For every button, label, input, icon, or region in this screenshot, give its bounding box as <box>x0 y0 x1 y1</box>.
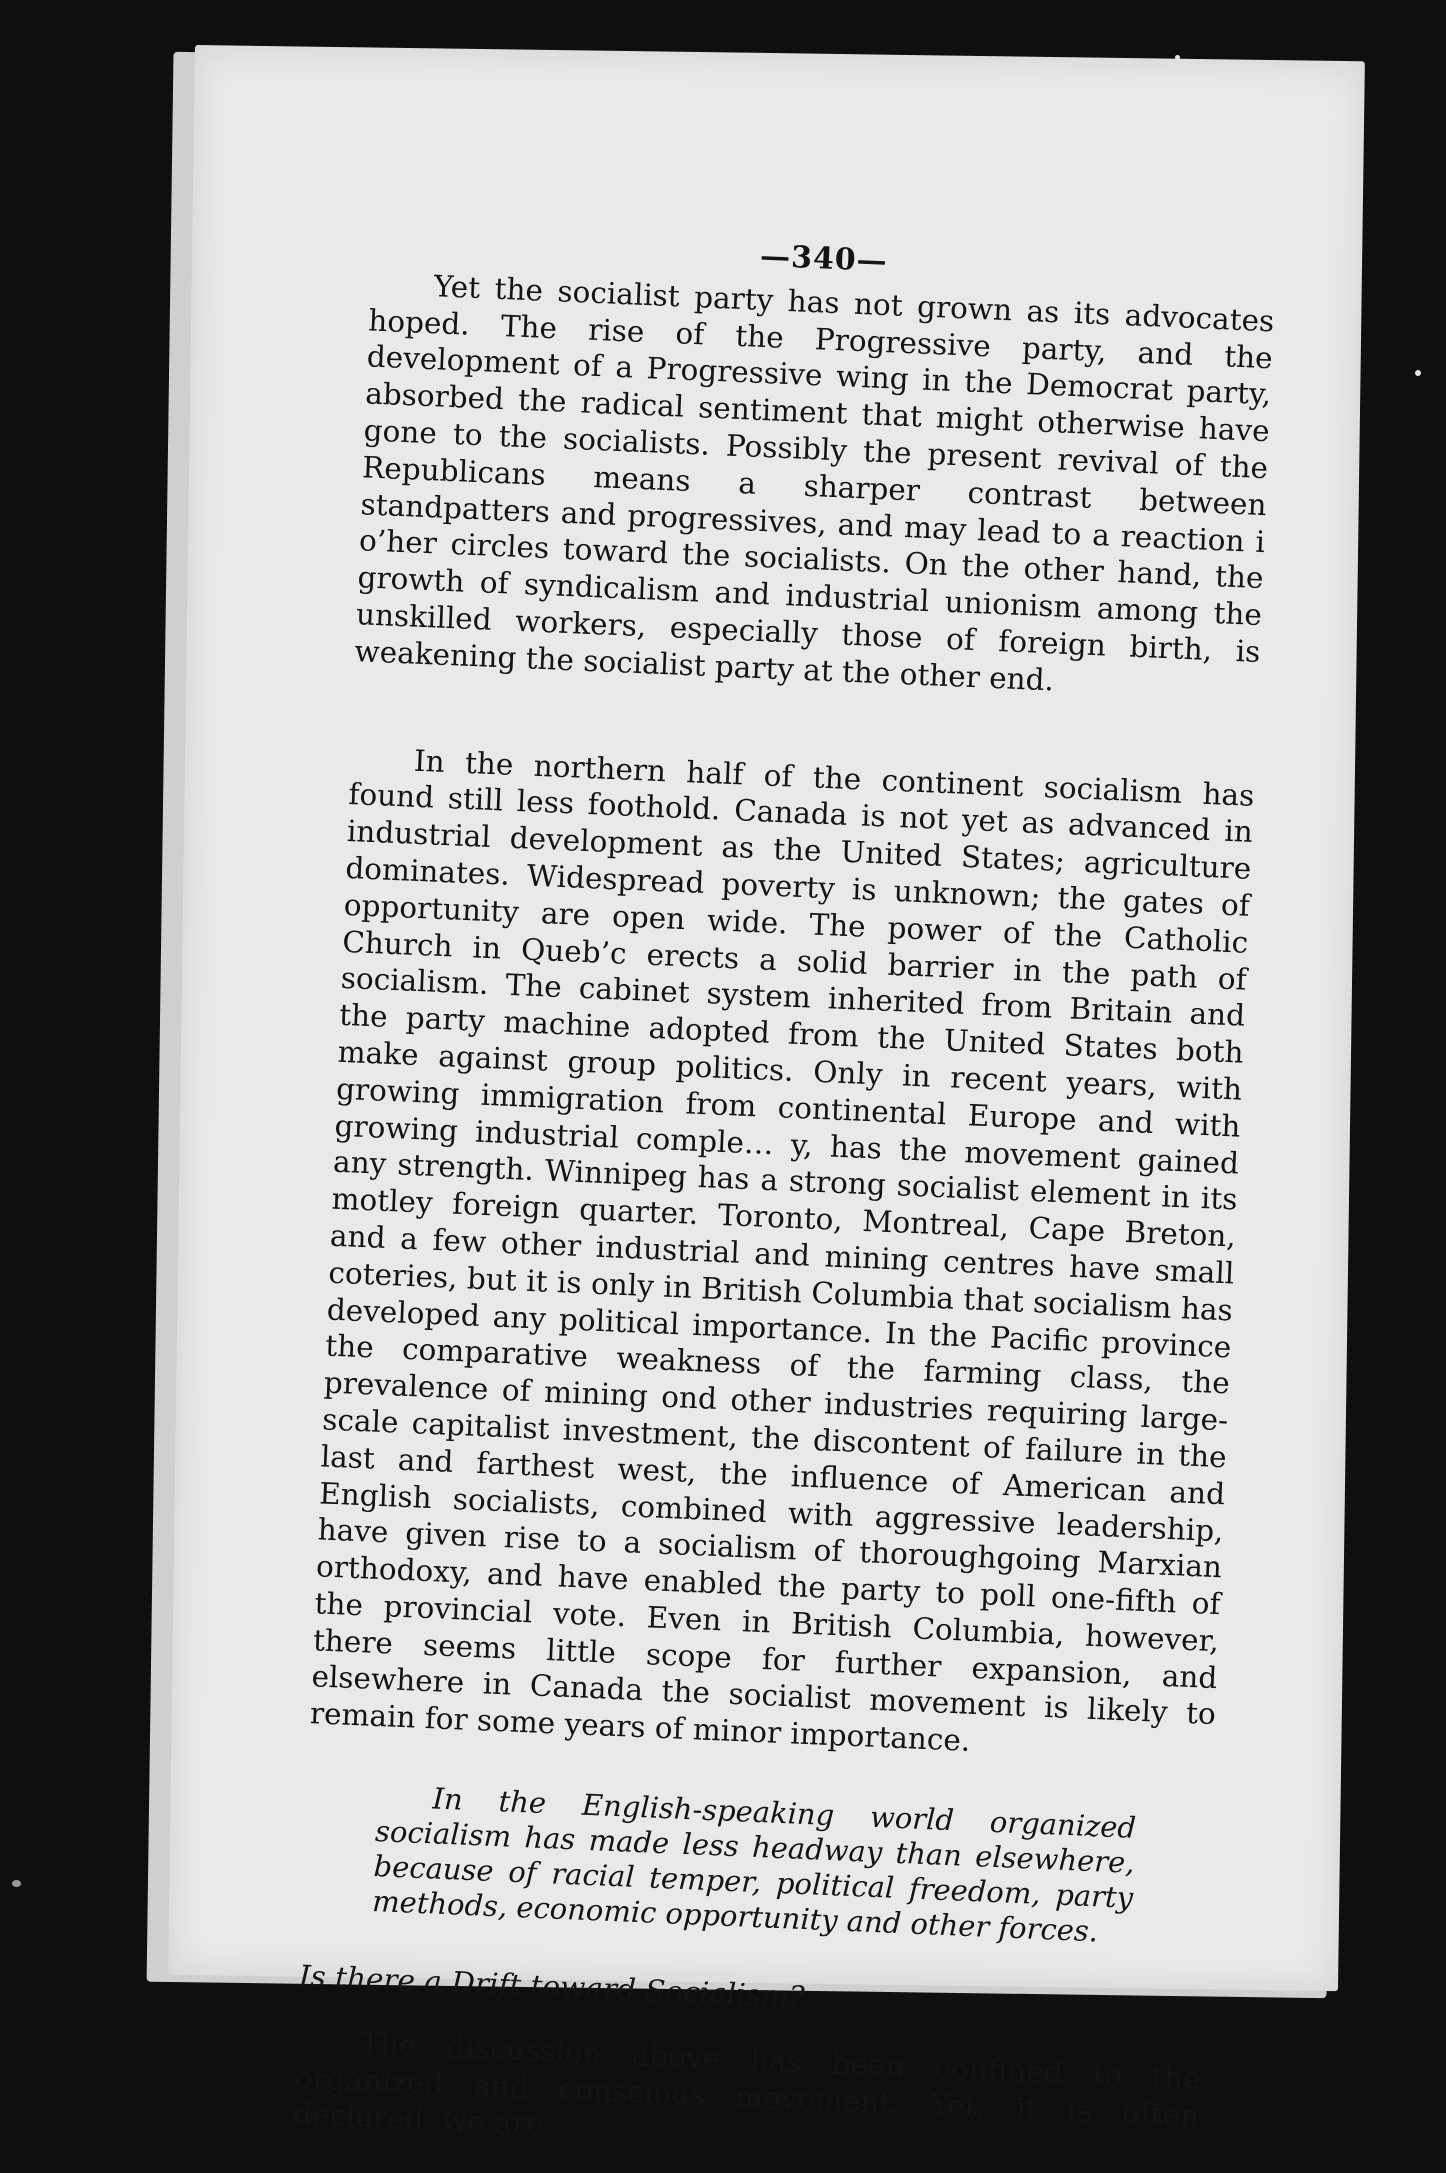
section-heading: Is there a Drift toward Socialism? <box>298 1959 806 2015</box>
page-number: —340— <box>759 238 889 280</box>
paragraph-canada: In the northern half of the continent socialism has found still less foothold. Canada is not yet as advanced in industrial development as the United States; agriculture dominates. Widespread poverty is unknown; the gates of opportunity are open wide. The power of the Catholic Church in Queb’c erects a solid barrier in the path of socialism. The cabinet system inherited from Britain and the party machine adopted from the United States both make against group politics. Only in recent years, with growing immigration from continental Europe and with growing industrial comple… y, has the movement gained any strength. Winnipeg has a strong socialist element in its motley foreign quarter. Toronto, Montreal, Cape Breton, and a few other industrial and mining centres have small coteries, but it is only in British Columbia that socialism has developed any political importance. In the Pacific province the comparative weakness of the farming class, the prevalence of mining ond other industries requiring large-scale capitalist investment, the discontent of failure in the last and farthest west, the influence of American and English socialists, combined with aggressive leadership, have given rise to a socialism of thoroughgoing Marxian orthodoxy, and have enabled the party to poll one-fifth of the provincial vote. Even in British Columbia, however, there seems little scope for further expansion, and elsewhere in Canada the socialist movement is likely to remain for some years of minor importance. <box>309 743 1256 1759</box>
paragraph-socialist-party: Yet the socialist party has not grown as its advocates hoped. The rise of the Progressive party, and the development of a Progressive wing in the Democrat party, absorbed the radical sentiment that might otherwise have gone to the socialists. Possibly the present revival of the Republicans means a sharper contrast between standpatters and progressives, and may lead to a reaction i o’her circles toward the socialists. On the other hand, the growth of syndicalism and industrial unionism among the unskilled workers, especially those of foreign birth, is weakening the socialist party at the other end. <box>353 268 1275 698</box>
paragraph-drift: The discussion above has been confined to the organized and conscious movement. Yet, it is often declared, we are <box>292 2026 1202 2142</box>
dust-speck <box>12 1880 21 1887</box>
book-page <box>168 45 1365 2142</box>
dust-speck <box>1415 370 1421 376</box>
page-content <box>292 222 1276 2170</box>
dust-speck <box>1175 55 1180 60</box>
section-summary: In the English-speaking world organized socialism has made less headway than elsewhere, because of racial temper, political freedom, party methods, economic opportunity and other forces. <box>371 1781 1137 1949</box>
